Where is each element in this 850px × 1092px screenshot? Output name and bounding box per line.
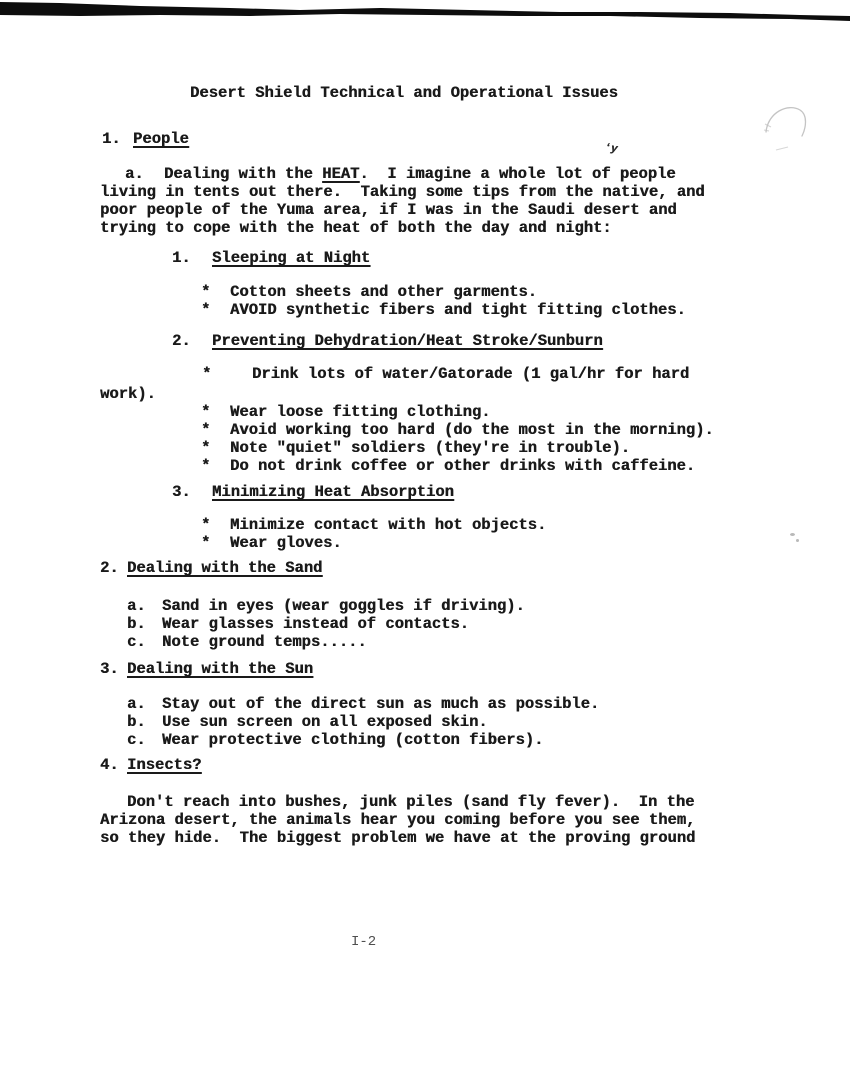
bullet-marker: * bbox=[202, 365, 212, 383]
scan-artifact-top-band bbox=[0, 0, 850, 26]
bullet-marker: * bbox=[201, 516, 211, 534]
section-2-number: 2. bbox=[100, 559, 119, 577]
list-item-text: Note ground temps..... bbox=[162, 633, 367, 651]
subsection-1-1-number: 1. bbox=[172, 249, 191, 267]
list-item-label: b. bbox=[127, 713, 146, 731]
para-a-line-4: trying to cope with the heat of both the day and night: bbox=[100, 219, 612, 237]
para-a-line-1-emphasis: HEAT bbox=[322, 165, 360, 183]
bullet-text: Wear gloves. bbox=[230, 534, 342, 552]
para-a-line-1 bbox=[164, 166, 676, 182]
section-4-number: 4. bbox=[100, 756, 119, 774]
bullet-marker: * bbox=[201, 457, 211, 475]
list-item-text: Stay out of the direct sun as much as possible. bbox=[162, 695, 600, 713]
para-a-line-3: poor people of the Yuma area, if I was in the Saudi desert and bbox=[100, 201, 677, 219]
list-item-text: Use sun screen on all exposed skin. bbox=[162, 713, 488, 731]
list-item-text: Wear protective clothing (cotton fibers). bbox=[162, 731, 544, 749]
section-1-number: 1. bbox=[102, 130, 121, 148]
section-4-heading: Insects? bbox=[127, 756, 202, 774]
bullet-text: Do not drink coffee or other drinks with caffeine. bbox=[230, 457, 696, 475]
page-number: I-2 bbox=[351, 934, 377, 950]
para-a-line-2: living in tents out there. Taking some tips from the native, and bbox=[100, 183, 705, 201]
bullet-text: Note "quiet" soldiers (they're in trouble). bbox=[230, 439, 630, 457]
bullet-marker: * bbox=[201, 421, 211, 439]
list-item-label: a. bbox=[127, 695, 146, 713]
para-a-label: a. bbox=[125, 165, 144, 183]
bullet-marker: * bbox=[201, 534, 211, 552]
section-3-heading: Dealing with the Sun bbox=[127, 660, 314, 678]
subsection-1-3-heading: Minimizing Heat Absorption bbox=[212, 483, 454, 501]
para-line: so they hide. The biggest problem we have at the proving ground bbox=[100, 829, 696, 847]
list-item-label: b. bbox=[127, 615, 146, 633]
para-line: Don't reach into bushes, junk piles (sand fly fever). In the bbox=[127, 793, 695, 811]
bullet-text-continuation: work). bbox=[100, 385, 156, 403]
scan-speck bbox=[796, 539, 799, 542]
list-item-label: a. bbox=[127, 597, 146, 615]
section-3-number: 3. bbox=[100, 660, 119, 678]
section-2-heading: Dealing with the Sand bbox=[127, 559, 323, 577]
document-title: Desert Shield Technical and Operational Issues bbox=[190, 84, 618, 102]
list-item-text: Wear glasses instead of contacts. bbox=[162, 615, 469, 633]
bullet-text: Wear loose fitting clothing. bbox=[230, 403, 491, 421]
pencil-scribble-artifact bbox=[756, 98, 820, 160]
list-item-text: Sand in eyes (wear goggles if driving). bbox=[162, 597, 525, 615]
bullet-text: AVOID synthetic fibers and tight fitting clothes. bbox=[230, 301, 686, 319]
para-line: Arizona desert, the animals hear you coming before you see them, bbox=[100, 811, 696, 829]
list-item-label: c. bbox=[127, 633, 146, 651]
bullet-marker: * bbox=[201, 403, 211, 421]
bullet-marker: * bbox=[201, 283, 211, 301]
stray-ink-mark: ʻy bbox=[603, 142, 618, 156]
scan-speck bbox=[790, 533, 795, 536]
para-a-line-1-pre: Dealing with the bbox=[164, 165, 323, 183]
subsection-1-2-heading: Preventing Dehydration/Heat Stroke/Sunburn bbox=[212, 332, 603, 350]
subsection-1-2-number: 2. bbox=[172, 332, 191, 350]
bullet-text: Drink lots of water/Gatorade (1 gal/hr for hard bbox=[252, 365, 690, 383]
list-item-label: c. bbox=[127, 731, 146, 749]
para-a-line-1-post: . I imagine a whole lot of people bbox=[359, 165, 676, 183]
bullet-marker: * bbox=[201, 301, 211, 319]
subsection-1-3-number: 3. bbox=[172, 483, 191, 501]
section-1-heading: People bbox=[133, 130, 189, 148]
bullet-text: Avoid working too hard (do the most in the morning). bbox=[230, 421, 714, 439]
subsection-1-1-heading: Sleeping at Night bbox=[212, 249, 371, 267]
bullet-text: Cotton sheets and other garments. bbox=[230, 283, 537, 301]
bullet-marker: * bbox=[201, 439, 211, 457]
bullet-text: Minimize contact with hot objects. bbox=[230, 516, 547, 534]
